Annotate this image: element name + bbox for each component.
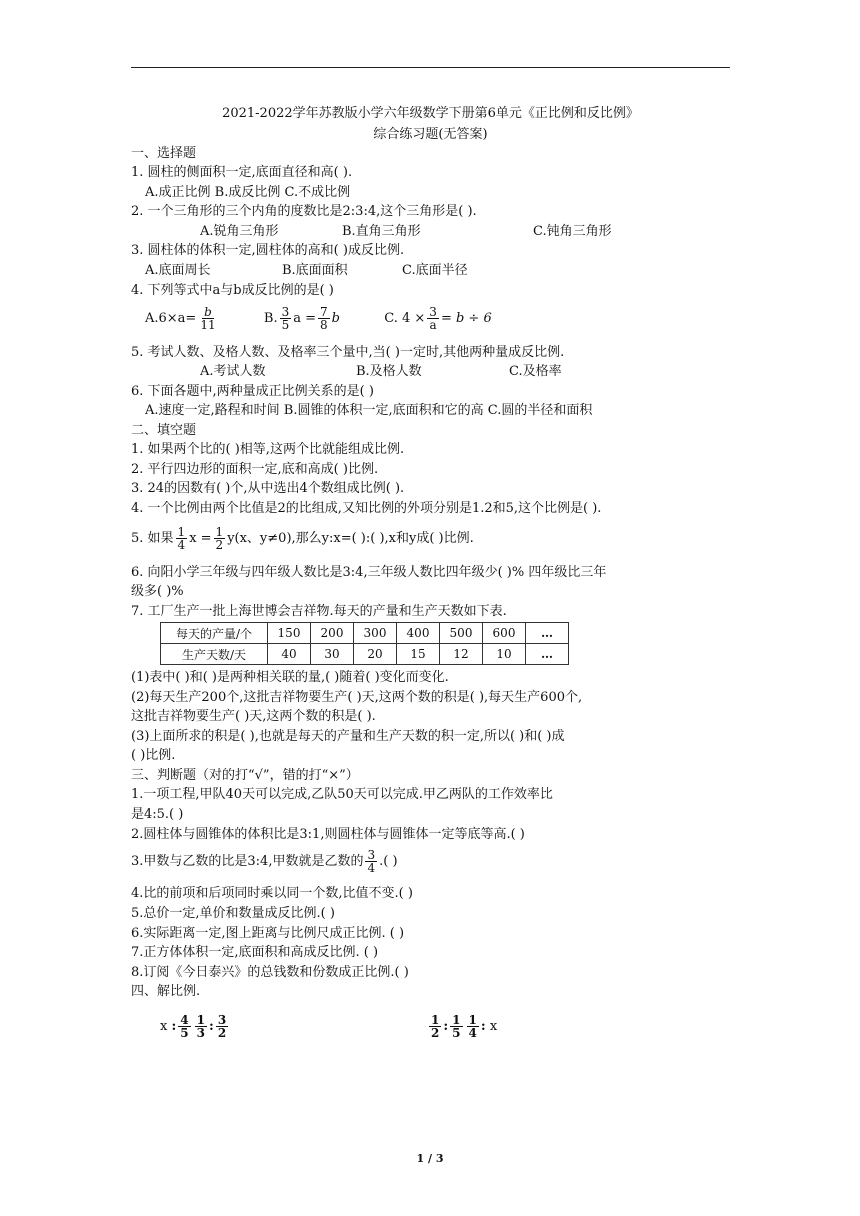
fraction xyxy=(178,1014,190,1039)
fraction-denominator: 4 xyxy=(177,538,186,552)
fill-question-5 xyxy=(131,524,474,554)
fraction-numerator: 3 xyxy=(217,1013,227,1027)
fill-question-7-part-2-line1: (2)每天生产200个,这批吉祥物要生产( )天,这两个数的积是( ),每天生产600个, xyxy=(131,690,583,705)
choice-question-5-option-a: A.考试人数 xyxy=(200,364,266,379)
choice-question-5: 5. 考试人数、及格人数、及格率三个量中,当( )一定时,其他两种量成反比例. xyxy=(131,345,565,360)
judge-question-5: 5.总价一定,单价和数量成反比例.( ) xyxy=(131,906,335,921)
fill-question-7: 7. 工厂生产一批上海世博会吉祥物.每天的产量和生产天数如下表. xyxy=(131,604,507,619)
ratio-colon: : xyxy=(480,1019,486,1034)
table-cell: 20 xyxy=(354,644,397,665)
fill-question-7-part-1: (1)表中( )和( )是两种相关联的量,( )随着( )变化而变化. xyxy=(131,670,449,685)
choice-question-3-option-b: B.底面面积 xyxy=(282,263,348,278)
fraction-numerator: 1 xyxy=(468,1013,477,1027)
fraction-denominator: 5 xyxy=(180,1026,189,1040)
fraction-numerator: 1 xyxy=(177,525,186,539)
fill-question-1: 1. 如果两个比的( )相等,这两个比就能组成比例. xyxy=(131,442,405,457)
table-cell: 400 xyxy=(397,623,440,644)
table-cell: 200 xyxy=(311,623,354,644)
section-heading-solve: 四、解比例. xyxy=(131,984,201,999)
fill-q5-fraction-1 xyxy=(176,526,188,551)
fraction-denominator: 5 xyxy=(452,1026,461,1040)
table-cell: 150 xyxy=(268,623,311,644)
fraction-denominator: 2 xyxy=(215,538,224,552)
fraction-denominator: 11 xyxy=(200,318,216,332)
choice-question-4-options xyxy=(145,304,492,334)
fraction-numerator: 1 xyxy=(196,1013,206,1027)
fraction xyxy=(216,1014,228,1039)
proportion-equation-1 xyxy=(160,1012,230,1042)
header-rule xyxy=(131,67,730,68)
fraction-denominator: 8 xyxy=(320,318,328,332)
ratio-colon: : xyxy=(443,1019,449,1034)
table-cell: 500 xyxy=(440,623,483,644)
judge-question-2: 2.圆柱体与圆锥体的体积比是3:1,则圆柱体与圆锥体一定等底等高.( ) xyxy=(131,827,525,842)
fill-q5-prefix: 5. 如果 xyxy=(131,531,174,546)
fill-question-4: 4. 一个比例由两个比值是2的比组成,又知比例的外项分别是1.2和5,这个比例是( ). xyxy=(131,501,602,516)
fraction-denominator: 3 xyxy=(196,1026,206,1040)
table-header-cell: 生产天数/天 xyxy=(161,644,268,665)
choice-question-1: 1. 圆柱的侧面积一定,底面直径和高( ). xyxy=(131,165,353,180)
choice-question-5-option-c: C.及格率 xyxy=(509,364,562,379)
choice-question-6: 6. 下面各题中,两种量成正比例关系的是( ) xyxy=(131,384,374,399)
fill-q5-middle: x = xyxy=(189,531,212,546)
judge-q3-prefix: 3.甲数与乙数的比是3:4,甲数就是乙数的 xyxy=(131,854,364,869)
fill-question-3: 3. 24的因数有( )个,从中选出4个数组成比例( ). xyxy=(131,481,405,496)
choice-question-1-options: A.成正比例 B.成反比例 C.不成比例 xyxy=(145,185,351,200)
fraction-denominator: 5 xyxy=(281,318,290,332)
fill-question-7-part-3-line1: (3)上面所求的积是( ),也就是每天的产量和生产天数的积一定,所以( )和( )成 xyxy=(131,729,565,744)
choice-question-2-option-b: B.直角三角形 xyxy=(342,224,421,239)
q4-option-c-prefix: C. 4 × xyxy=(384,311,426,326)
judge-question-1-line1: 1.一项工程,甲队40天可以完成,乙队50天可以完成.甲乙两队的工作效率比 xyxy=(131,787,553,802)
fraction-numerator: 7 xyxy=(320,305,328,319)
page-number: 1 / 3 xyxy=(416,1152,444,1165)
q4-option-c-fraction xyxy=(427,306,439,331)
q4-option-a-prefix: A.6×a= xyxy=(145,311,197,326)
fill-question-6-line1: 6. 向阳小学三年级与四年级人数比是3:4,三年级人数比四年级少( )% 四年级比三年 xyxy=(131,565,607,580)
table-cell: 300 xyxy=(354,623,397,644)
fill-question-7-part-2-line2: 这批吉祥物要生产( )天,这两个数的积是( ). xyxy=(131,709,376,724)
fraction-denominator: 2 xyxy=(431,1026,440,1040)
doc-title-line1: 2021-2022学年苏教版小学六年级数学下册第6单元《正比例和反比例》 xyxy=(222,106,639,121)
q4-option-b-suffix: b xyxy=(331,311,340,326)
proportion-equation-2 xyxy=(427,1012,497,1042)
table-row xyxy=(161,644,569,665)
table-cell: 15 xyxy=(397,644,440,665)
ratio-colon: : xyxy=(209,1019,214,1034)
choice-question-2: 2. 一个三角形的三个内角的度数比是2:3:4,这个三角形是( ). xyxy=(131,204,477,219)
section-heading-judge: 三、判断题（对的打“√”，错的打“×”） xyxy=(131,768,359,783)
fraction xyxy=(450,1014,462,1039)
choice-question-5-option-b: B.及格人数 xyxy=(356,364,422,379)
fill-question-7-part-3-line2: ( )比例. xyxy=(131,748,176,763)
fill-q5-fraction-2 xyxy=(214,526,226,551)
fraction-denominator: 2 xyxy=(217,1026,227,1040)
fraction-denominator: 4 xyxy=(367,861,376,875)
q4-option-b-middle: a = xyxy=(293,311,316,326)
fraction xyxy=(467,1014,479,1039)
judge-question-6: 6.实际距离一定,图上距离与比例尺成正比例. ( ) xyxy=(131,926,405,941)
q4-option-c-suffix: = b ÷ 6 xyxy=(440,311,492,326)
fill-question-2: 2. 平行四边形的面积一定,底和高成( )比例. xyxy=(131,462,379,477)
table-cell: … xyxy=(526,623,569,644)
q4-option-a-fraction xyxy=(198,306,217,331)
fraction-numerator: 4 xyxy=(180,1013,189,1027)
variable-x: x xyxy=(489,1019,498,1034)
q4-option-b-fraction-1 xyxy=(280,306,292,331)
fraction-numerator: 3 xyxy=(367,848,376,862)
judge-question-1-line2: 是4:5.( ) xyxy=(131,807,184,822)
variable-x: x xyxy=(160,1019,168,1034)
doc-title-line2: 综合练习题(无答案) xyxy=(373,127,488,142)
table-cell: 600 xyxy=(483,623,526,644)
fraction-numerator: 3 xyxy=(281,305,290,319)
section-heading-choice: 一、选择题 xyxy=(131,146,197,161)
judge-q3-fraction xyxy=(365,849,377,874)
fraction-denominator: 4 xyxy=(468,1026,477,1040)
fill-question-6-line2: 级多( )% xyxy=(131,584,184,599)
ratio-colon: : xyxy=(171,1019,177,1034)
fraction-numerator: 1 xyxy=(431,1013,440,1027)
table-cell: … xyxy=(526,644,569,665)
fraction xyxy=(195,1014,207,1039)
production-table xyxy=(160,622,569,665)
fraction-numerator: 3 xyxy=(429,305,437,319)
section-heading-fill: 二、填空题 xyxy=(131,423,197,438)
table-cell: 30 xyxy=(311,644,354,665)
judge-q3-suffix: .( ) xyxy=(379,854,398,869)
judge-question-8: 8.订阅《今日泰兴》的总钱数和份数成正比例.( ) xyxy=(131,965,409,980)
table-cell: 10 xyxy=(483,644,526,665)
fill-q5-suffix: y(x、y≠0),那么y:x=( ):( ),x和y成( )比例. xyxy=(227,531,474,546)
choice-question-4: 4. 下列等式中a与b成反比例的是( ) xyxy=(131,283,334,298)
table-row xyxy=(161,623,569,644)
judge-question-3 xyxy=(131,847,398,877)
table-cell: 12 xyxy=(440,644,483,665)
choice-question-2-option-c: C.钝角三角形 xyxy=(533,224,612,239)
table-cell: 40 xyxy=(268,644,311,665)
fraction-numerator: 1 xyxy=(452,1013,461,1027)
choice-question-3-option-a: A.底面周长 xyxy=(145,263,211,278)
choice-question-3: 3. 圆柱体的体积一定,圆柱体的高和( )成反比例. xyxy=(131,243,405,258)
q4-option-b-prefix: B. xyxy=(263,311,278,326)
choice-question-2-option-a: A.锐角三角形 xyxy=(200,224,279,239)
fraction-numerator: b xyxy=(204,305,212,319)
judge-question-4: 4.比的前项和后项同时乘以同一个数,比值不变.( ) xyxy=(131,886,413,901)
table-header-cell: 每天的产量/个 xyxy=(161,623,268,644)
fraction-numerator: 1 xyxy=(215,525,224,539)
fraction xyxy=(429,1014,441,1039)
choice-question-6-options: A.速度一定,路程和时间 B.圆锥的体积一定,底面积和它的高 C.圆的半径和面积 xyxy=(145,403,593,418)
q4-option-b-fraction-2 xyxy=(318,306,330,331)
judge-question-7: 7.正方体体积一定,底面积和高成反比例. ( ) xyxy=(131,945,379,960)
fraction-denominator: a xyxy=(429,318,437,332)
choice-question-3-option-c: C.底面半径 xyxy=(402,263,468,278)
